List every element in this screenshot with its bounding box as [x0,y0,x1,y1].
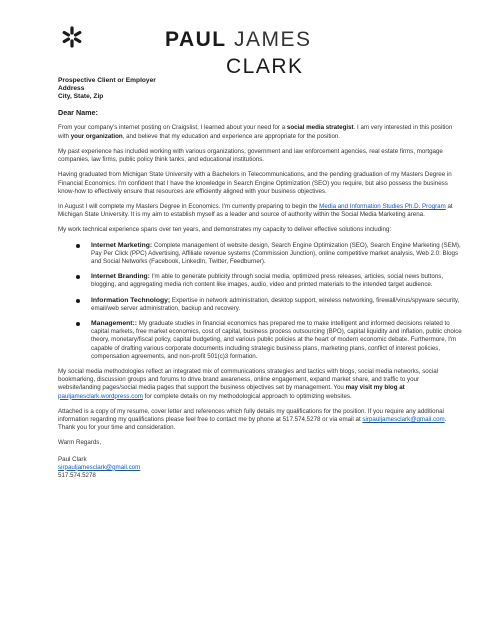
greeting: Dear Name: [58,108,98,118]
recipient-address [58,77,463,101]
para4-text-b: at Michigan State University. It is my aim to establish myself as a leader and source of authority within the Social Media Marketing arena. [58,202,453,219]
address-line-1: Prospective Client or Employer [58,77,156,84]
asterisk-logo-icon [61,26,83,48]
para6-text-c: for complete details on my methodological approach to optimizing websites. [142,392,352,400]
closing: Warm Regards, [58,439,102,447]
skills-list [58,242,463,361]
list-item [58,273,463,289]
address-line-2: Address [58,85,85,93]
header-second-line: CLARK [226,55,304,78]
paragraph-4 [58,203,463,219]
list-item [58,320,463,361]
signature-phone: 517.574.5278 [58,471,96,479]
para1-text-e: , and believe that my education and experience are appropriate for the position. [122,132,341,140]
paragraph-3: Having graduated from Michigan State University with a Bachelors in Telecommunications, and the pending graduation of my Masters Degree in Financial Economics. I'm confident that I have the knowledge in Search Engine Optimization (SEO) you require, but also possess the business know-how to effectively ensure that resources are efficiently aligned with your business objectives. [58,171,452,195]
bullet-title: Management:: [91,319,138,327]
paragraph-2: My past experience has included working with various organizations, government and law enforcement agencies, real estate firms, mortgage companies, law firms, public policy think tanks, and educational institutions. [58,147,443,164]
bullet-title: Internet Marketing: [91,241,153,249]
paragraph-5: My work technical experience spans over ten years, and demonstrates my capacity to deliver effective solutions including: [58,226,392,234]
bullet-title: Information Technology; [91,296,171,304]
bullet-text: I'm able to generate publicity through social media, optimized press releases, articles, social news buttons, blogging, and aggregating media rich content like images, audio, video and printed materials to the intended target audience. [91,273,444,289]
signature-name: Paul Clark [58,455,87,463]
para4-text-a: In August I will complete my Masters Degree in Economics. I'm currently preparing to begin the [58,202,320,210]
paragraph-7 [58,408,463,433]
bullet-text: Expertise in network administration, desktop support, wireless networking, firewall/virus/spyware security, email/web server administration, backup and recovery. [91,296,460,312]
header-name [165,29,311,50]
phd-program-link[interactable]: Media and Information Studies Ph.D. Program [319,202,446,210]
bullet-title: Internet Branding: [91,273,150,281]
list-item [58,297,463,313]
email-link[interactable]: sirpauljamesclark@gmail.com [362,415,445,423]
para1-bold-b: social media strategist [286,124,354,132]
signature-email-link[interactable]: sirpauljamesclark@gmail.com [58,463,141,471]
list-item [58,242,463,267]
para7-text-a: Attached is a copy of my resume, cover letter and references which fully details my qualifications for the position. If you require any additional information regarding my qualifications please feel free to contact me by phone at 517.574.5278 or via email at [58,407,444,423]
signature-block [58,456,463,481]
bullet-text: My graduate studies in financial economics has prepared me to make intelligent and informed decisions related to capital markets, free market economics, cost of capital, business process outsourcing (BPO), capital liquidity and inflation, public choice theory, monetary/fiscal policy, capital budgeting, and various public policies at the heart of modern economic debate. Furthermore, I'm capable of drafting various corporate documents including strategic business plans, marketing plans, conflict of interest policies, compensation agreements, and non-profit 501(c)3 formation. [91,319,462,360]
para1-text-a: From your company's internet posting on Craigslist, I learned about your need for a [58,124,287,132]
blog-link[interactable]: pauljamesclark.wordpress.com [58,392,143,400]
para6-bold-b: may visit my blog at [345,384,405,392]
header-last-name: JAMES [233,28,312,51]
para1-bold-d: your organization [70,132,123,140]
paragraph-1 [58,124,463,140]
paragraph-6 [58,368,463,401]
para7-text-b: . Thank you for your time and consideration. [58,415,447,432]
header-first-name: PAUL [165,28,227,51]
para1-text-c: . I am very interested in this position with [58,124,453,140]
letter-body [58,77,463,480]
header-second-line-clip [226,55,306,78]
bullet-text: Complete management of website design, Search Engine Optimization (SEO), Search Engine Marketing (SEM), Pay Per Click (PPC) Advertising, Affiliate revenue systems (Commission Junction), online competitive market analysis, Web 2.0: Blogs and Social Networks (Facebook, LinkedIn, Twitter, Feedburner). [91,241,461,265]
address-line-3: City, State, Zip [58,93,104,101]
para6-text-a: My social media methodologies reflect an integrated mix of communications strategies and tactics with blogs, social media networks, social bookmarking, discussion groups and forums to drive brand awareness, online engagement, expand market share, and traffic to your website/landing pages/social media pages that support the business objectives set by management. You [58,367,439,392]
